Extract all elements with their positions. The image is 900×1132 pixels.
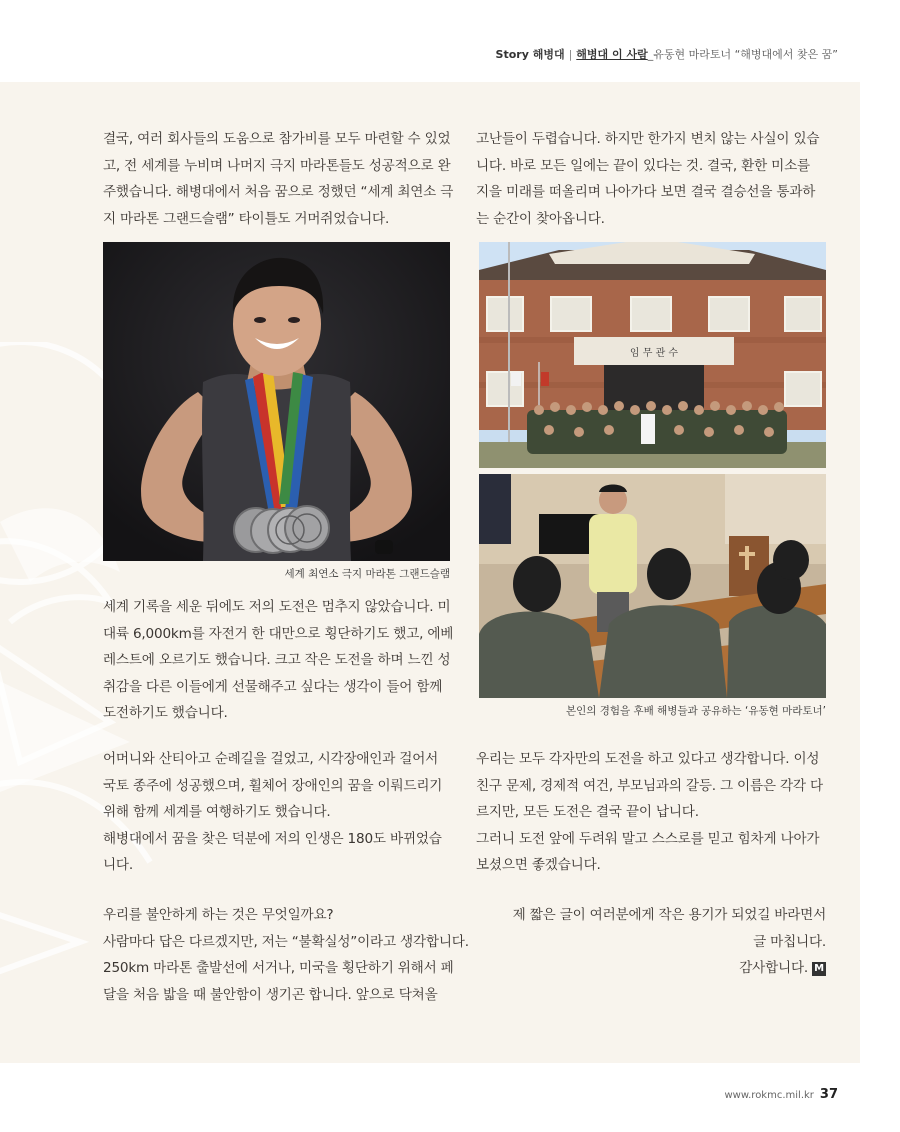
classroom-caption: 본인의 경험을 후배 해병들과 공유하는 ‘유동현 마라토너’: [566, 705, 826, 717]
closing-paragraph: [476, 902, 826, 982]
article-paragraph: [103, 126, 455, 232]
header-subtitle: _유동현 마라토너 “해병대에서 찾은 꿈”: [647, 48, 838, 61]
content-panel: [0, 82, 860, 1063]
text-line: 해병대에서 꿈을 찾은 덕분에 저의 인생은 180도 바뀌었습: [103, 830, 442, 847]
running-header: [496, 46, 838, 62]
text-line: 는 순간이 찾아옵니다.: [476, 210, 605, 227]
text-line: 결국, 여러 회사들의 도움으로 참가비를 모두 마련할 수 있었: [103, 131, 451, 147]
portrait-photo: [103, 242, 450, 561]
header-series: 해병대 이 사람: [576, 48, 648, 61]
text-line: 우리를 불안하게 하는 것은 무엇일까요?: [103, 907, 334, 923]
classroom-photo: [479, 474, 826, 698]
footer-url: www.rokmc.mil.kr: [724, 1090, 814, 1101]
text-line: 고, 전 세계를 누비며 나머지 극지 마라톤들도 성공적으로 완: [103, 157, 451, 174]
text-line: 제 짧은 글이 여러분에게 작은 용기가 되었길 바라면서: [512, 907, 826, 923]
text-line: 레스트에 오르기도 했습니다. 크고 작은 도전을 하며 느낀 성: [103, 652, 451, 668]
group-photo: [479, 242, 826, 468]
text-line: 우리는 모두 각자만의 도전을 하고 있다고 생각합니다. 이성: [476, 751, 820, 767]
text-line: 달을 처음 밟을 때 불안함이 생기곤 합니다. 앞으로 닥쳐올: [103, 986, 438, 1003]
text-line: 250km 마라톤 출발선에 서거나, 미국을 횡단하기 위해서 페: [103, 960, 454, 976]
text-line: 그러니 도전 앞에 두려워 말고 스스로를 믿고 힘차게 나아가: [476, 830, 820, 847]
page-footer: [725, 1083, 839, 1102]
text-line: 위해 함께 세계를 여행하기도 했습니다.: [103, 804, 331, 820]
text-line: 니다.: [103, 857, 133, 873]
group-photo-illustration: [479, 242, 826, 468]
article-paragraph: [476, 126, 828, 232]
text-line: 어머니와 산티아고 순례길을 걸었고, 시각장애인과 걸어서: [103, 751, 439, 767]
text-line: 보셨으면 좋겠습니다.: [476, 857, 601, 873]
article-paragraph: [476, 746, 828, 879]
text-line: 지을 미래를 떠올리며 나아가다 보면 결국 결승선을 통과하: [476, 184, 816, 200]
text-line: 지 마라톤 그랜드슬램” 타이틀도 거머쥐었습니다.: [103, 210, 390, 227]
article-paragraph: [103, 746, 455, 879]
classroom-photo-illustration: [479, 474, 826, 698]
closing-thanks: 감사합니다.: [739, 960, 808, 976]
portrait-illustration: [103, 242, 450, 561]
text-line: 니다. 바로 모든 일에는 끝이 있다는 것. 결국, 환한 미소를: [476, 157, 810, 174]
text-line: [476, 955, 826, 982]
text-line: 고난들이 두렵습니다. 하지만 한가지 변치 않는 사실이 있습: [476, 131, 820, 147]
text-line: 대륙 6,000km를 자전거 한 대만으로 횡단하기도 했고, 에베: [103, 625, 454, 642]
article-paragraph: [103, 594, 455, 727]
text-line: 사람마다 답은 다르겠지만, 저는 “불확실성”이라고 생각합니다.: [103, 933, 469, 950]
text-line: 세계 기록을 세운 뒤에도 저의 도전은 멈추지 않았습니다. 미: [103, 599, 451, 615]
header-divider: |: [568, 48, 573, 61]
portrait-caption: 세계 최연소 극지 마라톤 그랜드슬램: [284, 568, 450, 580]
end-mark-icon: M: [812, 962, 826, 976]
building-sign: 임 무 관 수: [629, 348, 679, 359]
text-line: 주했습니다. 해병대에서 처음 꿈으로 정했던 “세계 최연소 극: [103, 184, 454, 200]
text-line: 친구 문제, 경제적 여건, 부모님과의 갈등. 그 이름은 각각 다: [476, 777, 823, 794]
page-number: 37: [819, 1087, 838, 1102]
header-section: Story 해병대: [495, 48, 565, 61]
text-line: 취감을 다른 이들에게 선물해주고 싶다는 생각이 들어 함께: [103, 678, 443, 695]
text-line: 르지만, 모든 도전은 결국 끝이 납니다.: [476, 804, 699, 820]
text-line: 국토 종주에 성공했으며, 휠체어 장애인의 꿈을 이뤄드리기: [103, 777, 443, 794]
article-paragraph: [103, 902, 469, 1008]
text-line: 글 마칩니다.: [753, 933, 826, 950]
text-line: 도전하기도 했습니다.: [103, 705, 228, 721]
